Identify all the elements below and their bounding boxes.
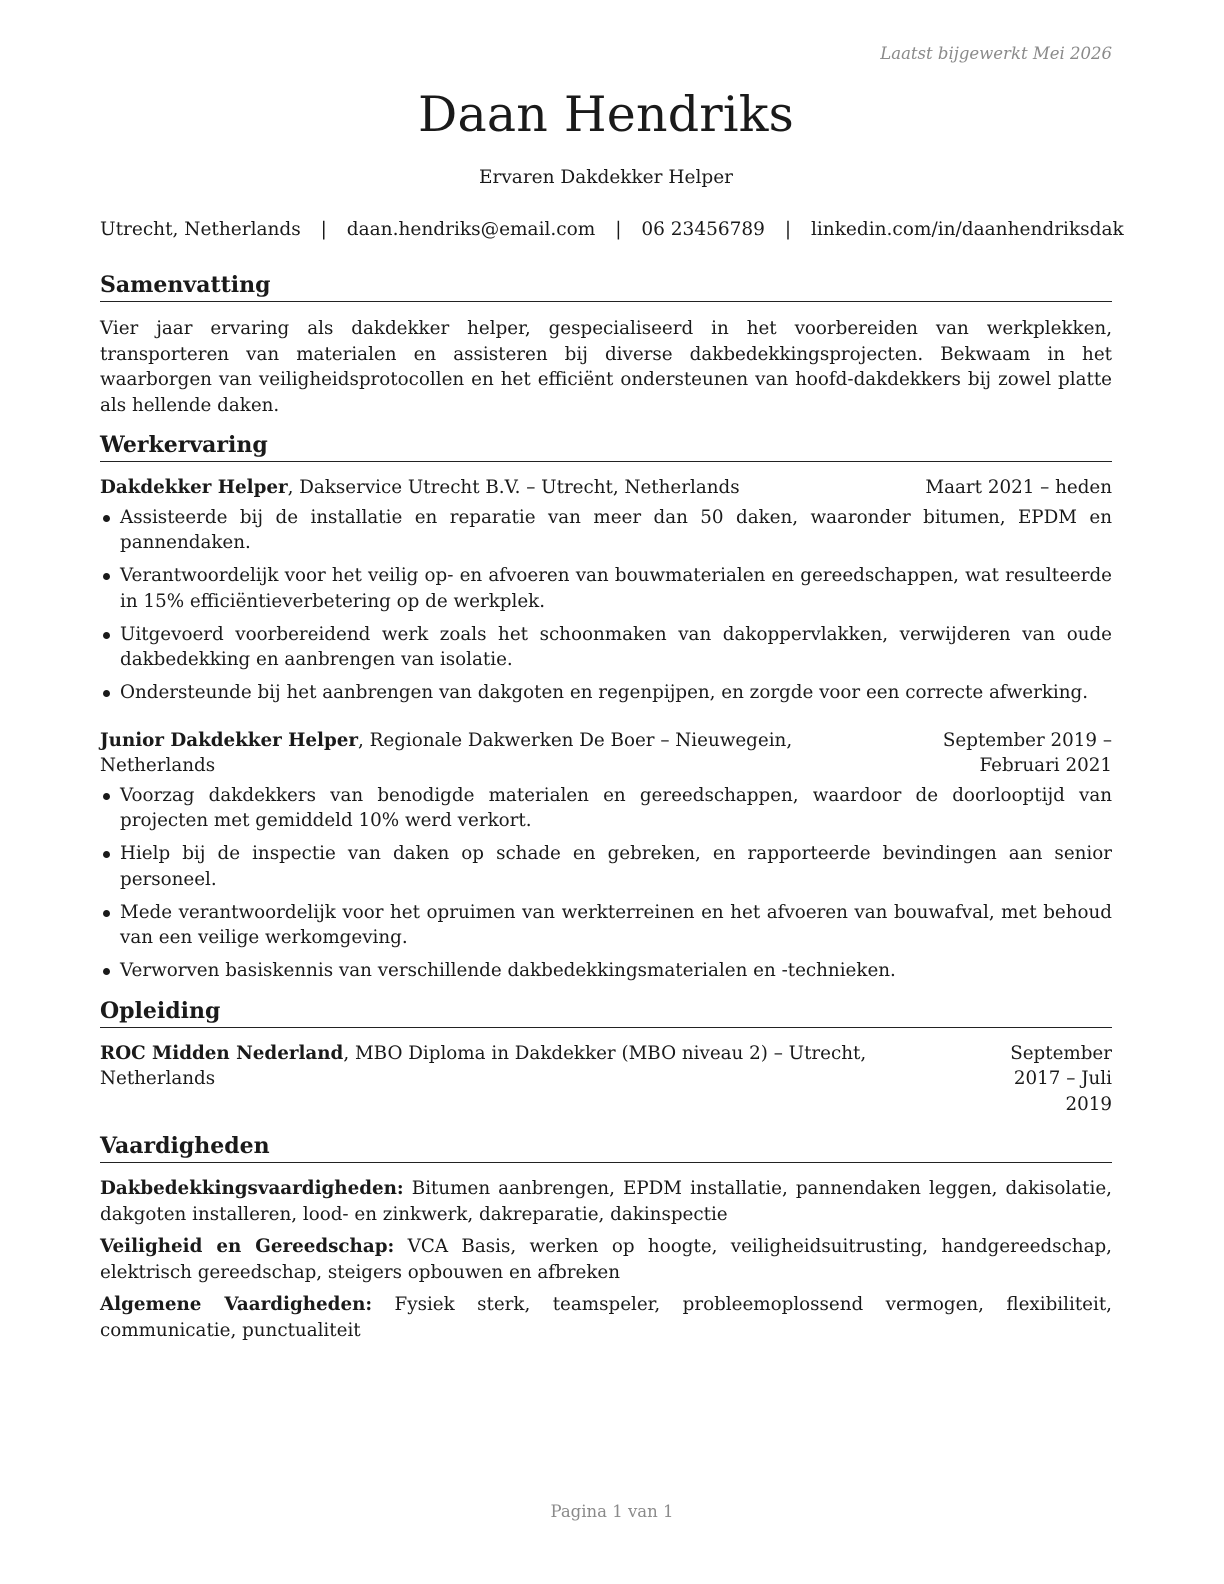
job-entry — [100, 728, 1112, 984]
contact-separator: | — [784, 219, 792, 240]
skill-group-text: Bitumen aanbrengen, EPDM installatie, pannendaken leggen, dakisolatie, dakgoten installeren, lood- en zinkwerk, dakreparatie, dakinspectie — [100, 1178, 1112, 1225]
job-role: Dakdekker Helper — [100, 477, 288, 498]
section-heading-skills: Vaardigheden — [100, 1131, 1112, 1163]
job-header — [100, 475, 1112, 501]
job-bullet: Verantwoordelijk voor het veilig op- en afvoeren van bouwmaterialen en gereedschappen, wat resulteerde in 15% efficiëntieverbetering op de werkplek. — [100, 563, 1112, 614]
skill-group-text: Fysiek sterk, teamspeler, probleemoplossend vermogen, flexibiliteit, communicatie, punctualiteit — [100, 1294, 1112, 1341]
job-period: Maart 2021 – heden — [925, 477, 1112, 498]
skill-group — [100, 1176, 1112, 1227]
job-bullet: Hielp bij de inspectie van daken op schade en gebreken, en rapporteerde bevindingen aan senior personeel. — [100, 841, 1112, 892]
job-bullet: Mede verantwoordelijk voor het opruimen van werkterreinen en het afvoeren van bouwafval, met behoud van een veilige werkomgeving. — [100, 900, 1112, 951]
job-title-line — [100, 475, 907, 501]
job-bullet: Uitgevoerd voorbereidend werk zoals het schoonmaken van dakoppervlakken, verwijderen van oude dakbedekking en aanbrengen van isolatie. — [100, 622, 1112, 673]
skill-group-label: Veiligheid en Gereedschap: — [100, 1236, 395, 1257]
job-bullets — [100, 783, 1112, 984]
resume-page — [100, 0, 1124, 1584]
education-entry — [100, 1041, 1112, 1118]
candidate-name: Daan Hendriks — [417, 86, 795, 143]
education-title-line — [100, 1041, 954, 1092]
job-period: September 2019 – Februari 2021 — [942, 729, 1112, 776]
job-bullet: Voorzag dakdekkers van benodigde materialen en gereedschappen, waardoor de doorlooptijd van projecten met gemiddeld 10% werd verkort. — [100, 783, 1112, 834]
section-heading-summary: Samenvatting — [100, 270, 1112, 302]
job-title: Ervaren Dakdekker Helper — [478, 167, 733, 188]
contact-phone[interactable]: 06 23456789 — [641, 219, 765, 240]
summary-text: Vier jaar ervaring als dakdekker helper, gespecialiseerd in het voorbereiden van werkplekken, transporteren van materialen en assisteren bij diverse dakbedekkingsprojecten. Bekwaam in het waarborgen van veiligheidsprotocollen en het efficiënt ondersteunen van hoofd-dakdekkers bij zowel platte als hellende daken. — [100, 318, 1112, 416]
contact-location: Utrecht, Netherlands — [100, 219, 301, 240]
skill-group — [100, 1292, 1112, 1343]
contact-line — [100, 219, 1124, 240]
job-employer: , Dakservice Utrecht B.V. – Utrecht, Netherlands — [287, 477, 740, 498]
job-bullet: Assisteerde bij de installatie en reparatie van meer dan 50 daken, waaronder bitumen, EPDM en pannendaken. — [100, 505, 1112, 556]
contact-linkedin[interactable]: linkedin.com/in/daanhendriksdak — [810, 219, 1124, 240]
job-employer: , Regionale Dakwerken De Boer – Nieuwegein, Netherlands — [100, 729, 793, 776]
job-bullets — [100, 505, 1112, 706]
job-bullet: Verworven basiskennis van verschillende dakbedekkingsmaterialen en -technieken. — [100, 958, 1112, 984]
skill-group-label: Dakbedekkingsvaardigheden: — [100, 1178, 404, 1199]
skill-group-text: VCA Basis, werken op hoogte, veiligheidsuitrusting, handgereedschap, elektrisch gereedschap, steigers opbouwen en afbreken — [100, 1236, 1112, 1283]
last-updated-note: Laatst bijgewerkt Mei 2026 — [880, 44, 1112, 63]
resume-content — [100, 270, 1112, 1343]
education-school: ROC Midden Nederland — [100, 1042, 344, 1064]
job-bullet: Ondersteunde bij het aanbrengen van dakgoten en regenpijpen, en zorgde voor een correcte afwerking. — [100, 680, 1112, 706]
skill-group — [100, 1234, 1112, 1285]
job-title-line — [100, 728, 844, 779]
job-entry — [100, 475, 1112, 706]
contact-email[interactable]: daan.hendriks@email.com — [346, 219, 596, 240]
contact-separator: | — [615, 219, 622, 240]
page-number: Pagina 1 van 1 — [550, 1502, 674, 1521]
education-period: September 2017 – Juli 2019 — [1010, 1042, 1112, 1115]
section-heading-education: Opleiding — [100, 996, 1112, 1028]
contact-separator: | — [320, 219, 327, 240]
section-heading-experience: Werkervaring — [100, 430, 1112, 462]
skill-group-label: Algemene Vaardigheden: — [100, 1294, 373, 1315]
job-header — [100, 728, 1112, 779]
education-details: , MBO Diploma in Dakdekker (MBO niveau 2) – Utrecht, Netherlands — [100, 1042, 867, 1089]
job-role: Junior Dakdekker Helper — [100, 729, 358, 751]
